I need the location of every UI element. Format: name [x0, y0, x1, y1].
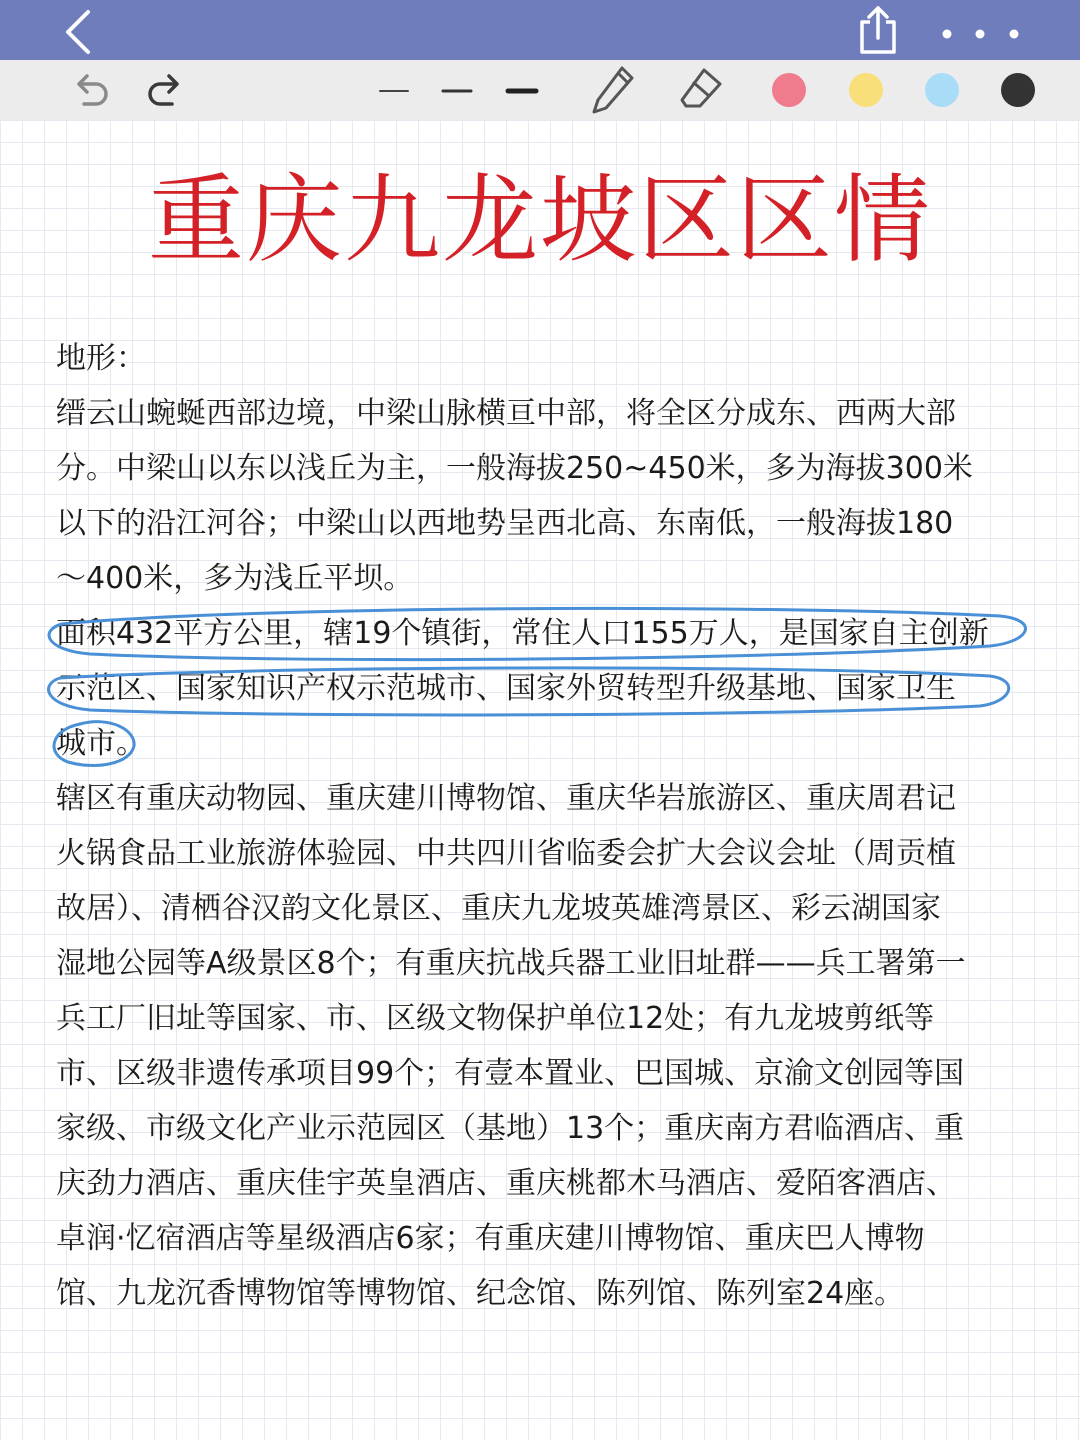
undo-icon — [66, 60, 114, 120]
share-icon — [850, 4, 906, 56]
note-line: 以下的沿江河谷；中梁山以西地势呈西北高、东南低，一般海拔180 — [56, 506, 954, 541]
note-line: ～400米，多为浅丘平坝。 — [56, 561, 414, 596]
stroke-medium-icon — [437, 60, 477, 120]
share-button[interactable] — [850, 4, 906, 56]
drawing-toolbar — [0, 60, 1080, 120]
color-yellow-swatch[interactable] — [849, 73, 883, 107]
stroke-thick-button[interactable] — [502, 60, 542, 120]
more-options-button[interactable] — [930, 14, 1030, 54]
back-button[interactable] — [50, 8, 106, 56]
note-line: 缙云山蜿蜒西部边境，中梁山脉横亘中部，将全区分成东、西两大部 — [56, 396, 956, 431]
more-dots-icon — [930, 14, 1030, 54]
note-line: 卓润·忆宿酒店等星级酒店6家；有重庆建川博物馆、重庆巴人博物 — [56, 1221, 925, 1256]
note-line: 面积432平方公里，辖19个镇街，常住人口155万人，是国家自主创新 — [56, 616, 989, 651]
eraser-tool-button[interactable] — [676, 60, 726, 120]
note-line: 分。中梁山以东以浅丘为主，一般海拔250~450米，多为海拔300米 — [56, 451, 973, 486]
pen-tool-button[interactable] — [588, 60, 638, 120]
note-line: 辖区有重庆动物园、重庆建川博物馆、重庆华岩旅游区、重庆周君记 — [56, 781, 956, 816]
note-line: 示范区、国家知识产权示范城市、国家外贸转型升级基地、国家卫生 — [56, 671, 956, 706]
color-pink-swatch[interactable] — [772, 73, 806, 107]
stroke-thick-icon — [502, 60, 542, 120]
note-line: 湿地公园等A级景区8个；有重庆抗战兵器工业旧址群——兵工署第一 — [56, 946, 966, 981]
color-blue-swatch[interactable] — [925, 73, 959, 107]
redo-icon — [142, 60, 190, 120]
chevron-left-icon — [50, 8, 106, 56]
note-line: 城市。 — [56, 726, 146, 761]
note-line: 兵工厂旧址等国家、市、区级文物保护单位12处；有九龙坡剪纸等 — [56, 1001, 935, 1036]
note-line: 火锅食品工业旅游体验园、中共四川省临委会扩大会议会址（周贡植 — [56, 836, 956, 871]
note-line: 市、区级非遗传承项目99个；有壹本置业、巴国城、京渝文创园等国 — [56, 1056, 965, 1091]
note-line: 家级、市级文化产业示范园区（基地）13个；重庆南方君临酒店、重 — [56, 1111, 965, 1146]
eraser-icon — [676, 60, 726, 120]
pen-icon — [588, 60, 638, 120]
stroke-medium-button[interactable] — [437, 60, 477, 120]
redo-button[interactable] — [142, 60, 190, 120]
note-line: 地形： — [56, 341, 146, 376]
undo-button[interactable] — [66, 60, 114, 120]
stroke-thin-icon — [374, 60, 414, 120]
note-line: 馆、九龙沉香博物馆等博物馆、纪念馆、陈列馆、陈列室24座。 — [56, 1276, 905, 1311]
stroke-thin-button[interactable] — [374, 60, 414, 120]
top-nav-bar — [0, 0, 1080, 60]
note-line: 故居）、清栖谷汉韵文化景区、重庆九龙坡英雄湾景区、彩云湖国家 — [56, 891, 941, 926]
note-title: 重庆九龙坡区区情 — [148, 164, 932, 276]
note-line: 庆劲力酒店、重庆佳宇英皇酒店、重庆桃都木马酒店、爱陌客酒店、 — [56, 1166, 956, 1201]
color-black-swatch[interactable] — [1001, 73, 1035, 107]
